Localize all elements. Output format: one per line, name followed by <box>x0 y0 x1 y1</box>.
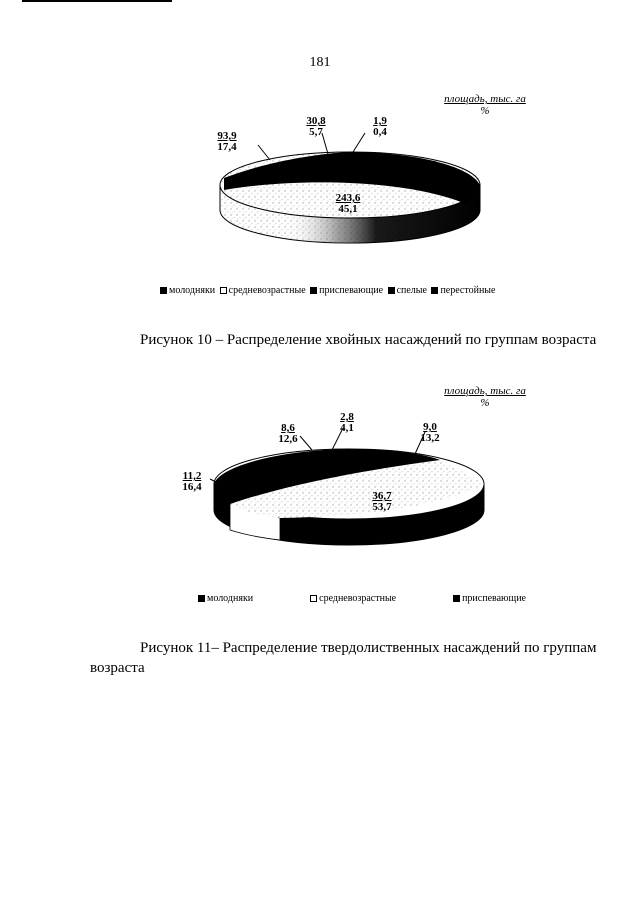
legend-swatch-dark <box>388 287 395 294</box>
fig11-label-area: 9,0 <box>423 421 437 433</box>
fig11-unit-percent: % <box>480 397 490 409</box>
fig11-legend-item <box>198 593 253 604</box>
fig10-label-pct: 45,1 <box>338 203 358 215</box>
fig10-label-pct: 5,7 <box>309 126 323 138</box>
fig10-label-area: 93,9 <box>217 130 237 142</box>
fig10-legend <box>160 285 497 297</box>
fig11-legend-item <box>310 593 396 604</box>
fig10-legend-item <box>310 285 383 296</box>
page-number: 181 <box>309 55 331 70</box>
legend-label: средневозрастные <box>228 285 306 296</box>
legend-swatch-dark <box>431 287 438 294</box>
legend-label: средневозрастные <box>319 593 397 604</box>
legend-swatch-dark <box>160 287 167 294</box>
fig11-label-3 <box>410 422 450 444</box>
fig10-label-pct: 17,4 <box>217 141 237 153</box>
fig11-label-5 <box>362 491 402 513</box>
fig10-unit-percent: % <box>480 105 490 117</box>
fig11-legend <box>198 593 528 604</box>
fig11-label-area: 8,6 <box>281 422 295 434</box>
fig11-label-area: 2,8 <box>340 411 354 423</box>
fig11-label-area: 11,2 <box>182 470 202 482</box>
fig11-label-pct: 12,6 <box>278 433 298 445</box>
fig10-unit-label <box>425 93 545 117</box>
fig11-label-4 <box>172 471 212 493</box>
legend-swatch-dark <box>310 287 317 294</box>
fig10-label-srednevozrastnye <box>296 116 336 138</box>
fig11-label-2 <box>327 412 367 434</box>
fig11-label-area: 36,7 <box>372 490 392 502</box>
fig11-label-pct: 4,1 <box>340 422 354 434</box>
fig10-label-prispevayushchie <box>360 116 400 138</box>
fig10-label-spelye <box>323 193 373 215</box>
fig11-label-pct: 53,7 <box>372 501 392 513</box>
fig10-legend-item <box>160 285 215 296</box>
legend-swatch-dark <box>453 595 460 602</box>
fig10-label-pct: 0,4 <box>373 126 387 138</box>
fig10-label-area: 1,9 <box>373 115 387 127</box>
fig10-label-molodnyaki <box>207 131 247 153</box>
fig11-pie-chart <box>200 432 500 562</box>
fig11-label-pct: 16,4 <box>182 481 202 493</box>
legend-label: молодняки <box>207 593 254 604</box>
legend-swatch-light <box>310 595 317 602</box>
legend-swatch-light <box>220 287 227 294</box>
legend-label: приспевающие <box>319 285 384 296</box>
legend-label: приспевающие <box>462 593 526 604</box>
fig10-unit-area: площадь, тыс. га <box>444 93 526 105</box>
fig10-legend-item <box>220 285 306 296</box>
fig10-leader-3 <box>258 145 270 160</box>
fig11-label-pct: 13,2 <box>420 432 440 444</box>
fig11-caption-line2: возраста <box>90 660 145 676</box>
top-rule <box>22 0 172 2</box>
fig10-caption: Рисунок 10 – Распределение хвойных насаждений по группам возраста <box>140 332 597 348</box>
fig10-label-area: 30,8 <box>306 115 326 127</box>
legend-label: молодняки <box>169 285 216 296</box>
fig11-unit-area: площадь, тыс. га <box>444 385 526 397</box>
legend-swatch-dark <box>198 595 205 602</box>
legend-label: спелые <box>396 285 427 296</box>
legend-label: перестойные <box>440 285 496 296</box>
fig11-label-1 <box>268 423 308 445</box>
fig11-caption-line1: Рисунок 11– Распределение твердолиственных насаждений по группам <box>140 640 597 656</box>
fig11-unit-label <box>425 385 545 409</box>
fig11-legend-item <box>453 593 526 604</box>
fig10-legend-item <box>431 285 495 296</box>
fig10-label-area: 243,6 <box>335 192 361 204</box>
fig10-legend-item <box>388 285 427 296</box>
